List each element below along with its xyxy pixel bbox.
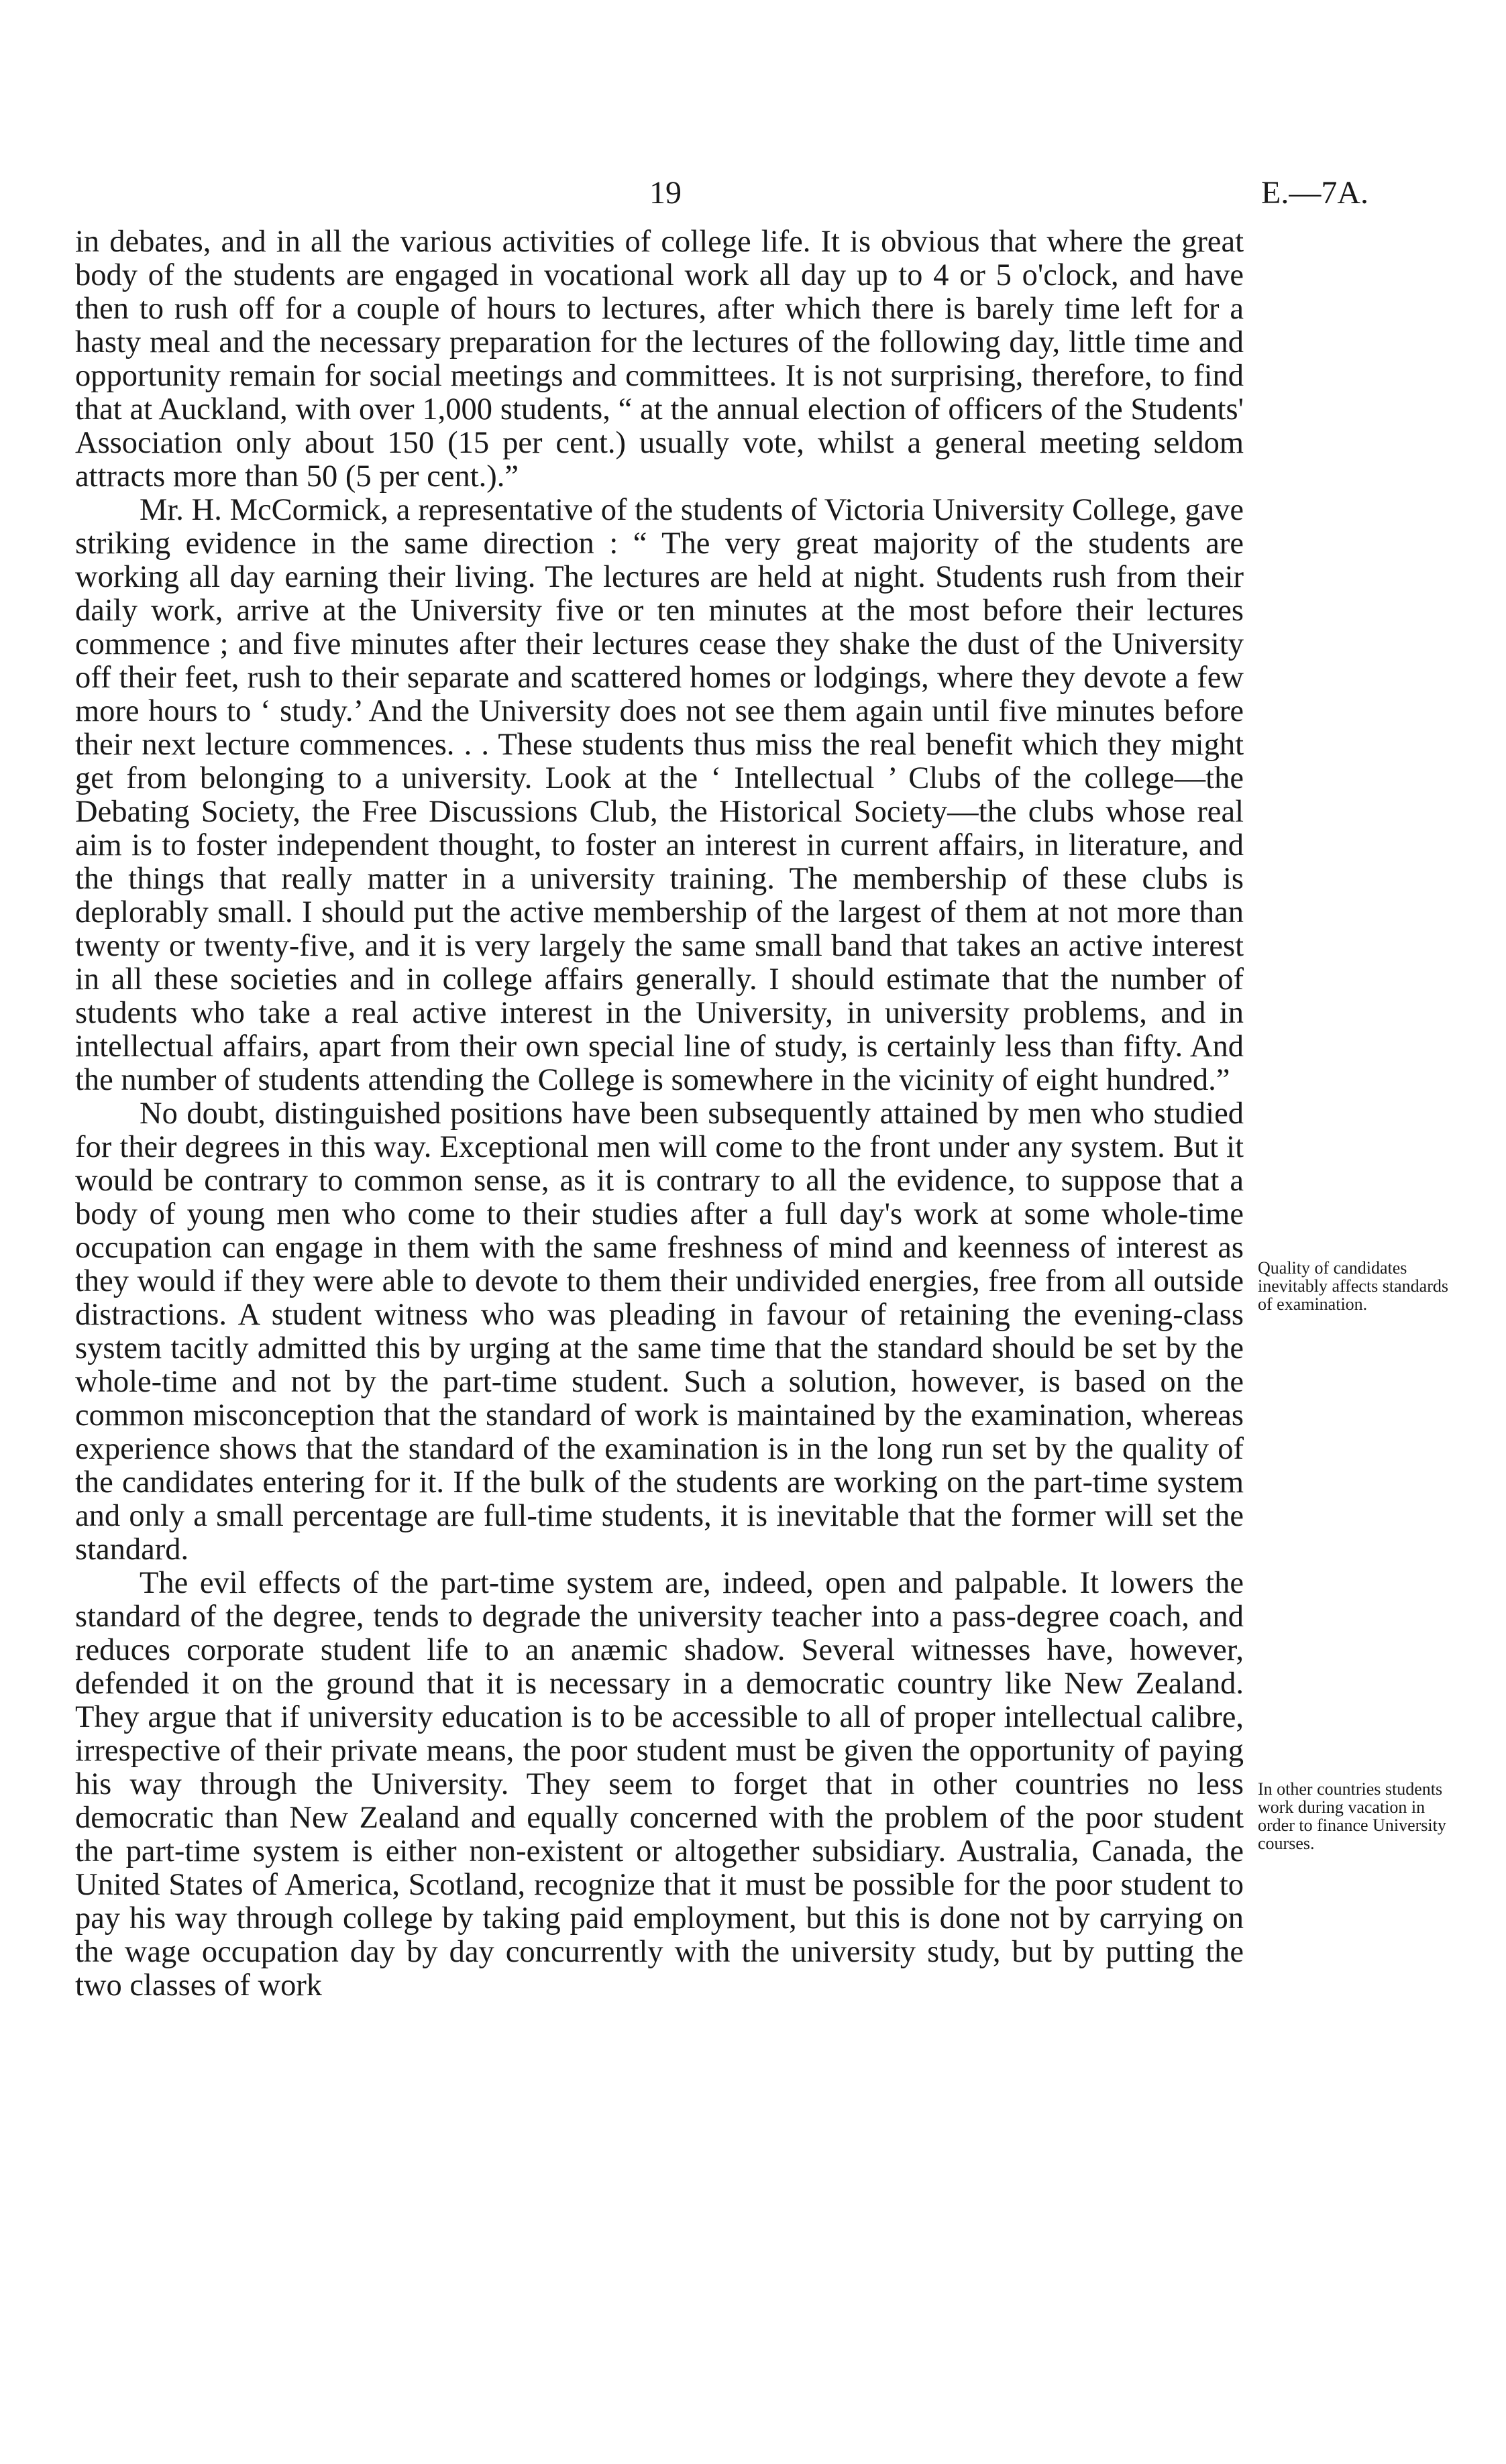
paragraph-2: Mr. H. McCormick, a representative of the students of Victoria University College, gave striking evidence in the same direction : “ The very great majority of the students are working all day earning their living. The lectures are held at night. Students rush from their daily work, arrive at the University five or ten minutes at the most before their lectures commence ; and five minutes after their lectures cease they shake the dust of the University off their feet, rush to their separate and scattered homes or lodgings, where they devote a few more hours to ‘ study.’ And the University does not see them again until five minutes before their next lecture commences. . . These students thus miss the real benefit which they might get from belonging to a university. Look at the ‘ Intellectual ’ Clubs of the college—the Debating Society, the Free Discussions Club, the Historical Society—the clubs whose real aim is to foster independent thought, to foster an interest in current affairs, in literature, and the things that really matter in a university training. The membership of these clubs is deplorably small. I should put the active membership of the largest of them at not more than twenty or twenty-five, and it is very largely the same small band that takes an active interest in all these societies and in college affairs generally. I should estimate that the number of students who take a real active interest in the University, in university problems, and in intellectual affairs, apart from their own special line of study, is certainly less than fifty. And the number of students attending the College is somewhere in the vicinity of eight hundred.” [75, 493, 1244, 1097]
margin-note-vacation-work: In other countries students work during vacation in order to finance University courses. [1258, 1779, 1446, 1853]
body-text [75, 225, 1244, 2003]
document-reference: E.—7A. [1261, 175, 1368, 211]
paragraph-1: in debates, and in all the various activities of college life. It is obvious that where the great body of the students are engaged in vocational work all day up to 4 or 5 o'clock, and have then to rush off for a couple of hours to lectures, after which there is barely time left for a hasty meal and the necessary preparation for the lectures of the following day, little time and opportunity remain for social meetings and committees. It is not surprising, therefore, to find that at Auckland, with over 1,000 students, “ at the annual election of officers of the Students' Association only about 150 (15 per cent.) usually vote, whilst a general meeting seldom attracts more than 50 (5 per cent.).” [75, 225, 1244, 494]
paragraph-4: The evil effects of the part-time system are, indeed, open and palpable. It lowers the standard of the degree, tends to degrade the university teacher into a pass-degree coach, and reduces corporate student life to an anæmic shadow. Several witnesses have, however, defended it on the ground that it is necessary in a democratic country like New Zealand. They argue that if university education is to be accessible to all of proper intellectual calibre, irrespective of their private means, the poor student must be given the opportunity of paying his way through the University. They seem to forget that in other countries no less democratic than New Zealand and equally concerned with the problem of the poor student the part-time system is either non-existent or altogether subsidiary. Australia, Canada, the United States of America, Scotland, recognize that it must be possible for the poor student to pay his way through college by taking paid employment, but this is done not by carrying on the wage occupation day by day concurrently with the university study, but by putting the two classes of work [75, 1566, 1244, 2003]
page-number: 19 [649, 175, 682, 211]
paragraph-3: No doubt, distinguished positions have been subsequently attained by men who studied for their degrees in this way. Exceptional men will come to the front under any system. But it would be contrary to common sense, as it is contrary to all the evidence, to suppose that a body of young men who come to their studies after a full day's work at some whole-time occupation can engage in them with the same freshness of mind and keenness of interest as they would if they were able to devote to them their undivided energies, free from all outside distractions. A student witness who was pleading in favour of retaining the evening-class system tacitly admitted this by urging at the same time that the standard should be set by the whole-time and not by the part-time student. Such a solution, however, is based on the common misconception that the standard of work is maintained by the examination, whereas experience shows that the standard of the examination is in the long run set by the quality of the candidates entering for it. If the bulk of the students are working on the part-time system and only a small percentage are full-time students, it is inevitable that the former will set the standard. [75, 1097, 1244, 1567]
margin-note-quality-of-candidates: Quality of candidates inevitably affects standards of examination. [1258, 1258, 1448, 1314]
